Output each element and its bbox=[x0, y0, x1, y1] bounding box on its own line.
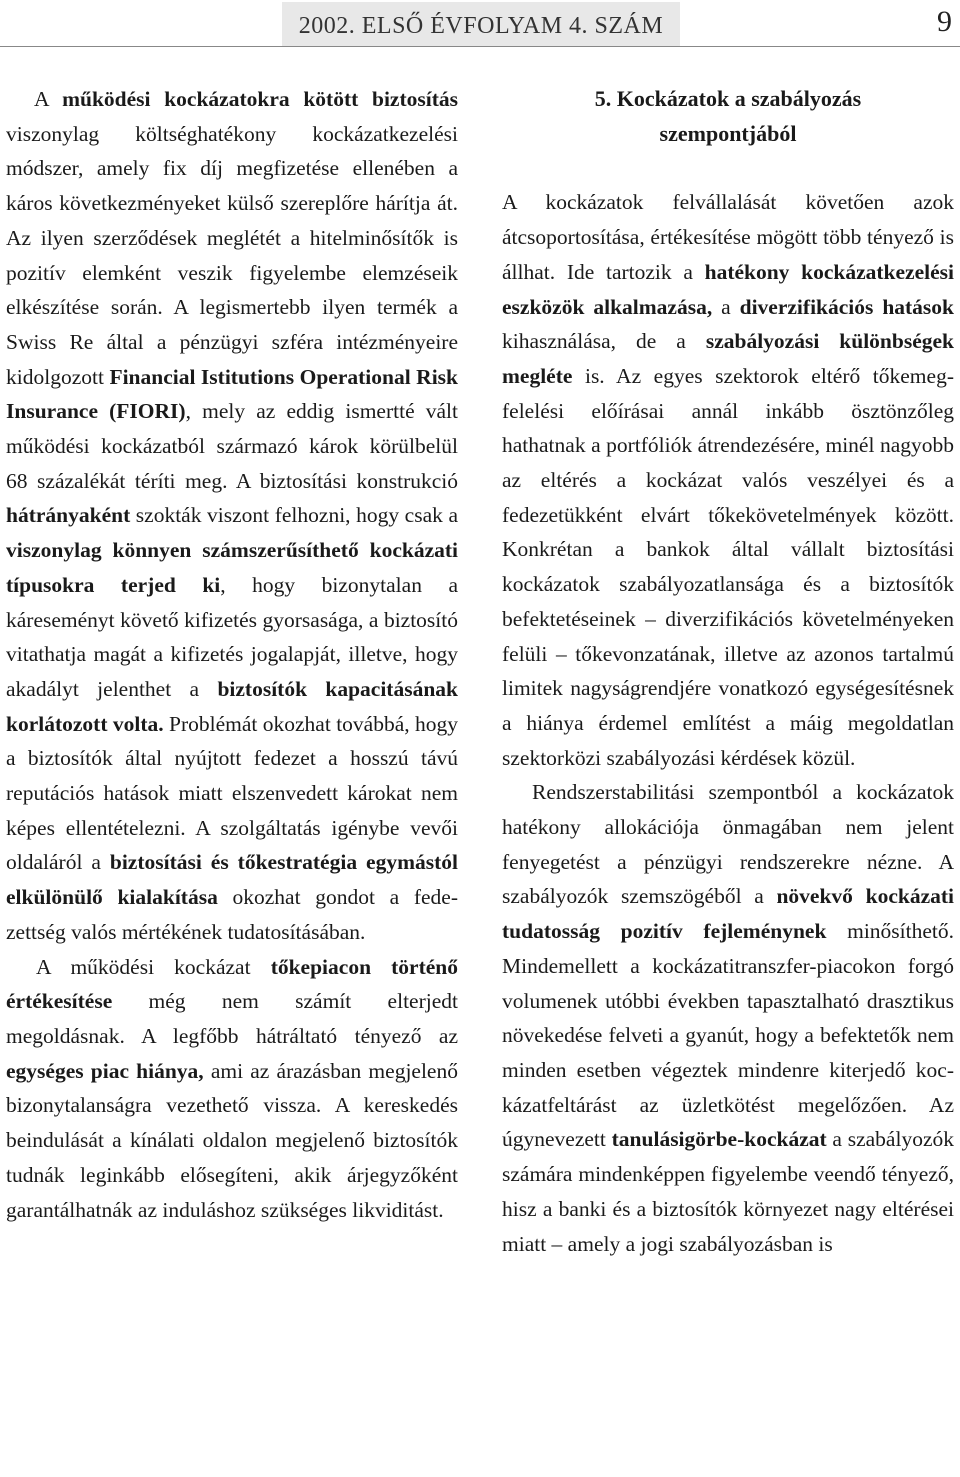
section-heading: 5. Kockázatok a szabályozás szempontjából bbox=[594, 86, 862, 146]
page-number: 9 bbox=[937, 5, 952, 38]
paragraph-insurance: A működési kockázatokra kötött biztosítás viszonylag költséghatékony kockázatkezelési módszer, amely fix díj megfizetése ellenében a káros következményeket külső szereplőre hárítja át. Az ilyen szerződések meglétét a hitelminősítők is pozitív elemként veszik figyelembe elemzéseik elkészítése során. A legismertebb ilyen termék a Swiss Re által a pénzügyi szféra intézményeire kidolgozott Financial Istitutions Operational Risk Insurance (FIORI), mely az eddig ismertté vált működési kockázatból származó károk körülbelül 68 százalékát téríti meg. A biztosítási konstrukció hátrányaként szokták viszont felhozni, hogy csak a viszonylag könnyen számszerűsíthető kockázati típusokra terjed ki, hogy bizonytalan a káreseményt követő kifizetés gyorsasága, a biztosító vitathatja magát a kifizetés jogalapját, illetve, hogy akadályt jelenthet a biztosítók kapacitásának korlátozott volta. Problémát okozhat továbbá, hogy a biztosítók által nyújtott fedezet a hosszú távú reputációs hatások miatt elszenvedett károkat nem képes ellentételezni. A szolgáltatás igénybe vevői oldaláról a biztosítási és tőkestratégia egymástól elkülönülő kialakítása okozhat gondot a fedezettség valós mértékének tudatosításában. bbox=[6, 87, 459, 944]
paragraph-system-stability: Rendszerstabilitási szempontból a kockázatok hatékony allokációja önmagában nem jelent fenyegetést a pénzügyi rendszerekre nézne. A szabályozók szemszögéből a növekvő kockázati tudatosság pozitív fejleménynek minősíthető. Mindemellett a kockázatitranszfer-piacokon forgó volumenek utóbbi években tapasztalható drasztikus növekedése felveti a gyanút, hogy a befektetők nem minden esetben végeztek mindenre kiterjedő kockázatfeltárást az üzletkötést megelőzően. Az úgynevezett tanulásigörbe-kockázat a szabályozók számára mindenképpen figyelembe veendő tényező, hisz a banki és a biztosítók környezet nagy eltérései miatt – amely a jogi szabályozásban is bbox=[502, 780, 954, 1256]
header-rule bbox=[0, 46, 960, 47]
journal-issue-title: 2002. ELSŐ ÉVFOLYAM 4. SZÁM bbox=[298, 13, 664, 39]
paragraph-risk-transfer: A kockázatok felvállalását követően azok átcsoportosítása, értékesítése mögött több tényező is állhat. Ide tartozik a hatékony kockázatkezelési eszközök alkalmazása, a diverzifikációs hatások kihasználása, de a szabályozási különbségek megléte is. Az egyes szektorok eltérő tőkemegfelelési előírásai annál inkább ösztönzőleg hathatnak a portfóliók átrendezésére, minél nagyobb az eltérés a kockázat valós veszélyei és a fedezetükként elvárt tőkekövetelmények között. Konkrétan a bankok által vállalt biztosítási kockázatok szabályozatlansága és a biztosítók befektetéseinek – diverzifikációs követelményeken felüli – tőkevonzatának, illetve az azonos tartalmú limitek nagyságrendjére vonatkozó egységesítésnek a hiánya érdemel említést a máig megoldatlan szektorközi szabályozási kérdések közül. bbox=[502, 190, 955, 770]
right-column bbox=[502, 82, 954, 1261]
paragraph-capital-market: A működési kockázat tőkepiacon történő értékesítése még nem számít elterjedt megoldásnak. A legfőbb hátráltató tényező az egységes piac hiánya, ami az árazásban megjelenő bizonytalanságra vezethető vissza. A kereskedés beindulását a kínálati oldalon megjelenő biztosítók tudnák leginkább elősegíteni, akik árjegyzőként garantálhatnák az induláshoz szükséges likviditást. bbox=[6, 954, 459, 1222]
left-column bbox=[6, 82, 458, 1227]
